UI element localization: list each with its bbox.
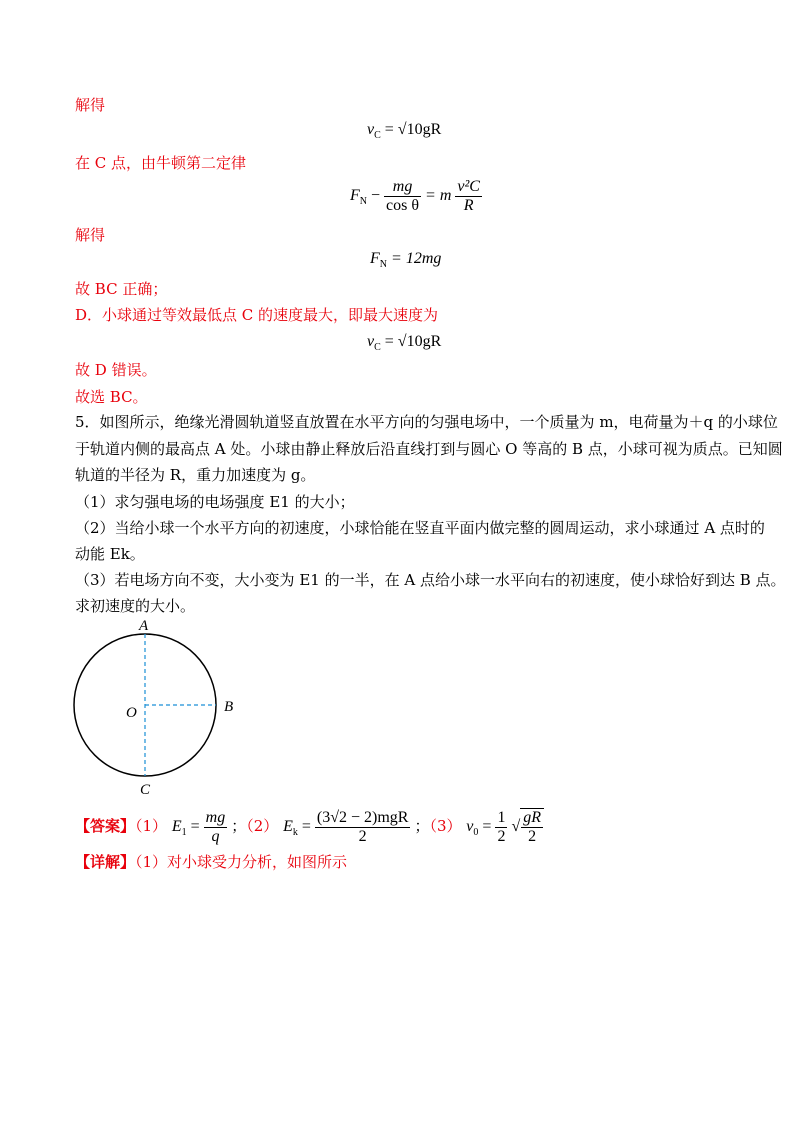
circular-track-figure: [60, 612, 260, 802]
separator-1: ；: [231, 817, 247, 836]
e1-symbol: E: [171, 818, 182, 836]
question-2-line-1: （2）当给小球一个水平方向的初速度，小球恰能在竖直平面内做完整的圆周运动，求小球通过 A 点时的: [75, 519, 765, 537]
formula-vc-1: [367, 121, 441, 141]
vc-rhs-2: = √10gR: [384, 333, 442, 350]
fn-symbol: F: [350, 187, 360, 205]
e1-denominator: q: [211, 828, 220, 845]
label-c: C: [140, 782, 151, 798]
fraction-vc2-r: [455, 178, 482, 215]
text-at-c: 在 C 点，由牛顿第二定律: [75, 154, 247, 172]
formula-vc-2: [367, 333, 441, 353]
question-3-line-1: （3）若电场方向不变，大小变为 E1 的一半，在 A 点给小球一水平向右的初速度，使小球恰好到达 B 点。: [75, 571, 786, 589]
text-option-d: D．小球通过等效最低点 C 的速度最大，即最大速度为: [75, 306, 439, 324]
answer-tag: 【答案】: [75, 817, 136, 836]
equals-m: = m: [425, 187, 452, 205]
question-3-line-2: 求初速度的大小。: [75, 597, 196, 615]
half-denominator: 2: [497, 828, 506, 845]
fn-result: = 12mg: [391, 250, 442, 267]
frac-denominator: cos θ: [386, 197, 420, 214]
fn-subscript: N: [359, 196, 368, 208]
v0-root-fraction: [521, 809, 543, 846]
e1-equals: =: [190, 818, 200, 836]
ek-symbol: E: [283, 818, 293, 836]
fn-symbol-2: F: [370, 250, 380, 267]
question-2-line-2: 动能 Ek。: [75, 545, 145, 563]
detail-text: （1）对小球受力分析，如图所示: [135, 853, 348, 871]
label-o: O: [126, 705, 137, 721]
frac-numerator: mg: [384, 178, 421, 197]
text-jiede-1: 解得: [75, 96, 106, 114]
e1-fraction: [204, 809, 228, 846]
v0-symbol: v: [466, 818, 474, 836]
answer-line: [75, 808, 544, 846]
vc-subscript-2: C: [374, 342, 381, 353]
ek-denominator: 2: [358, 828, 367, 845]
v0-equals: =: [482, 818, 492, 836]
separator-2: ；: [414, 817, 430, 836]
formula-fn-result: [370, 250, 441, 270]
answer-v0-formula: [466, 809, 544, 845]
vc-symbol-2: v: [367, 333, 375, 350]
text-choose-bc: 故选 BC。: [75, 388, 148, 406]
ek-subscript: k: [292, 827, 298, 839]
v0-half-fraction: [495, 809, 507, 846]
detail-line: [75, 852, 347, 872]
v0-subscript: 0: [473, 827, 479, 839]
sqrt-body: [520, 808, 544, 846]
vc-subscript: C: [374, 130, 381, 141]
detail-tag: 【详解】: [75, 853, 136, 871]
fn-subscript-2: N: [379, 259, 388, 270]
minus-sign: −: [371, 187, 381, 205]
answer-e1-formula: [171, 809, 231, 845]
frac-numerator-2: v²C: [457, 178, 480, 195]
e1-numerator: mg: [205, 809, 226, 826]
problem-line-2: 于轨道内侧的最高点 A 处。小球由静止释放后沿直线打到与圆心 O 等高的 B 点，小球可视为质点。已知圆: [75, 440, 783, 458]
fraction-mg-cos: [384, 178, 421, 215]
e1-subscript: 1: [181, 827, 187, 839]
vc-symbol: v: [367, 121, 375, 138]
text-jiede-2: 解得: [75, 226, 106, 244]
answer-part-1: （1）: [135, 817, 168, 836]
answer-part-3: （3）: [429, 817, 462, 836]
ek-fraction: [315, 809, 411, 846]
half-numerator: 1: [497, 809, 506, 826]
vc-rhs: = √10gR: [384, 121, 442, 138]
sqrt-radical-icon: √: [511, 818, 521, 836]
answer-ek-formula: [283, 809, 414, 845]
problem-line-1: 5．如图所示，绝缘光滑圆轨道竖直放置在水平方向的匀强电场中，一个质量为 m，电荷量为＋q 的小球位: [75, 413, 778, 431]
formula-newton: [350, 178, 482, 215]
root-numerator: gR: [523, 809, 541, 826]
label-b: B: [224, 699, 234, 715]
frac-denominator-2: R: [463, 197, 474, 214]
label-a: A: [139, 618, 149, 634]
ek-numerator: (3√2 − 2)mgR: [316, 809, 409, 826]
text-bc-correct: 故 BC 正确；: [75, 280, 168, 298]
answer-part-2: （2）: [246, 817, 279, 836]
root-denominator: 2: [528, 828, 537, 845]
question-1: （1）求匀强电场的电场强度 E1 的大小；: [75, 493, 355, 511]
text-d-wrong: 故 D 错误。: [75, 361, 157, 379]
ek-equals: =: [301, 818, 311, 836]
problem-line-3: 轨道的半径为 R，重力加速度为 g。: [75, 466, 316, 484]
